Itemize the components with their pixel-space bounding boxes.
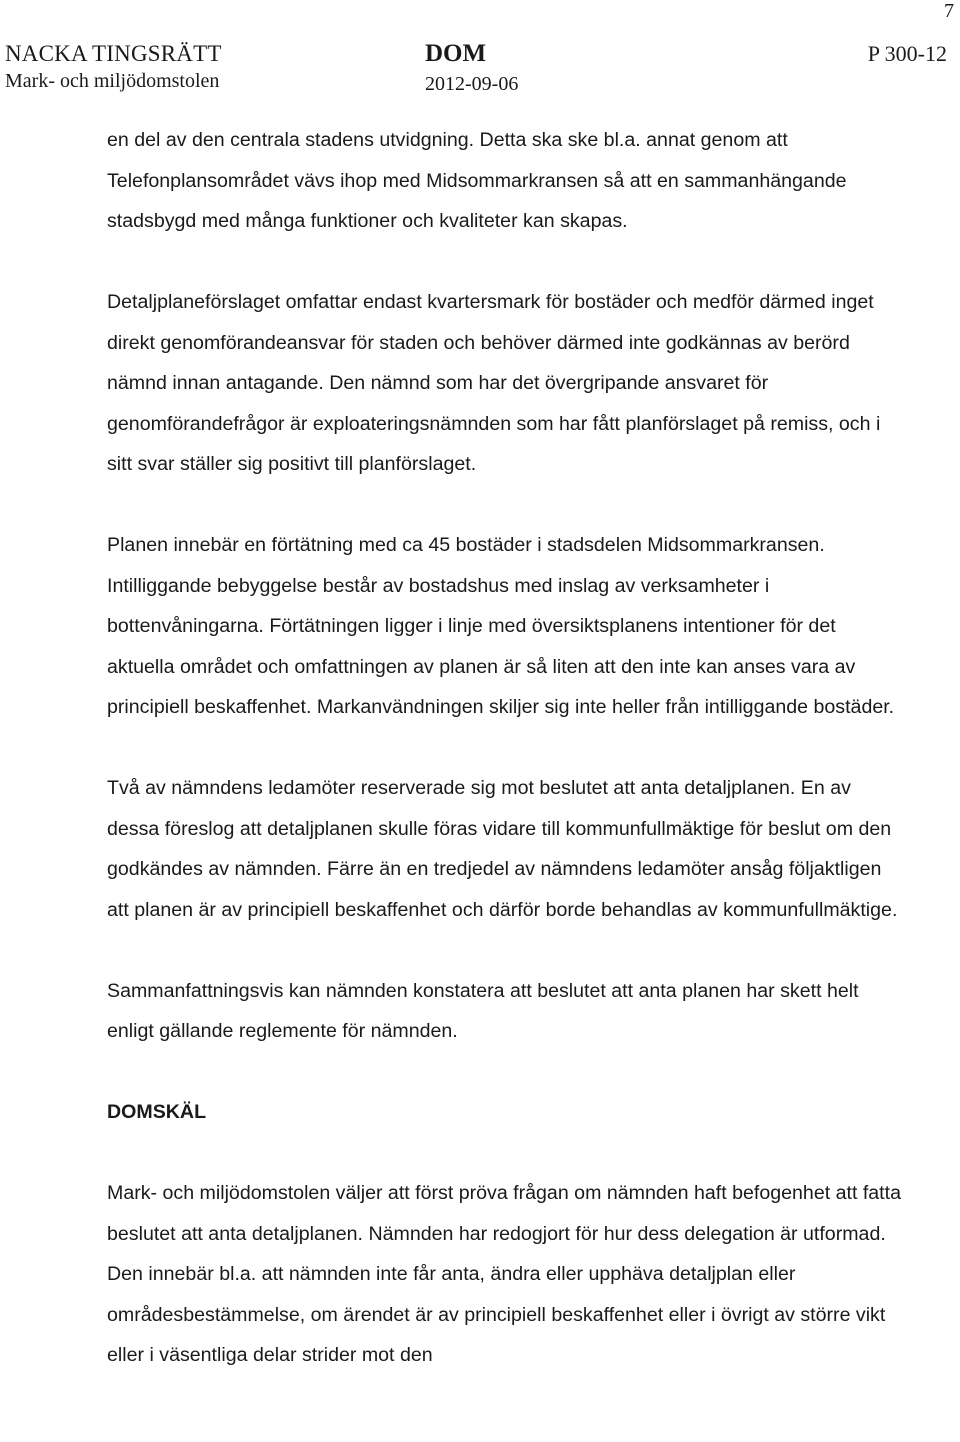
paragraph-4: Två av nämndens ledamöter reserverade sig mot beslutet att anta detaljplanen. En av dessa föreslog att detaljplanen skulle föras vidare till kommunfullmäktige för beslut om den godkändes av nämnden. Färre än en tredjedel av nämndens ledamöter ansåg följaktligen att planen är av principiell beskaffenhet och därför borde behandlas av kommunfullmäktige. bbox=[107, 777, 898, 921]
paragraph-2: Detaljplaneförslaget omfattar endast kvartersmark för bostäder och medför därmed inget direkt genomförandeansvar för staden och behöver därmed inte godkännas av berörd nämnd innan antagande. Den nämnd som har det övergripande ansvaret för genomförandefrågor är exploateringsnämnden som har fått planförslaget på remiss, och i sitt svar ställer sig positivt till planförslaget. bbox=[107, 291, 881, 475]
document-type: DOM bbox=[425, 40, 487, 67]
document-date: 2012-09-06 bbox=[425, 73, 519, 95]
paragraph-5: Sammanfattningsvis kan nämnden konstatera att beslutet att anta planen har skett helt enligt gällande reglemente för nämnden. bbox=[107, 979, 859, 1042]
court-division: Mark- och miljödomstolen bbox=[5, 70, 220, 92]
section-heading: DOMSKÄL bbox=[107, 1101, 207, 1123]
document-body bbox=[107, 120, 907, 1416]
page-number: 7 bbox=[944, 0, 954, 22]
section-paragraph: Mark- och miljödomstolen väljer att först pröva frågan om nämnden haft befogenhet att fatta beslutet att anta detaljplanen. Nämnden har redogjort för hur dess delegation är utformad. Den innebär bl.a. att nämnden inte får anta, ändra eller upphäva detaljplan eller områdesbestämmelse, om ärendet är av principiell beskaffenhet eller i övrigt av större vikt eller i väsentliga delar strider mot den bbox=[107, 1182, 901, 1366]
document-header bbox=[5, 40, 947, 102]
paragraph-1: en del av den centrala stadens utvidgning. Detta ska ske bl.a. annat genom att Telefonplansområdet vävs ihop med Midsommarkransen så att en sammanhängande stadsbygd med många funktioner och kvaliteter kan skapas. bbox=[107, 129, 847, 232]
court-block bbox=[5, 40, 222, 94]
case-number: P 300-12 bbox=[867, 41, 947, 66]
paragraph-3: Planen innebär en förtätning med ca 45 bostäder i stadsdelen Midsommarkransen. Intilliggande bebyggelse består av bostadshus med inslag av verksamheter i bottenvåningarna. Förtätningen ligger i linje med översiktsplanens intentioner för det aktuella området och omfattningen av planen är så liten att den inte kan anses vara av principiell beskaffenhet. Markanvändningen skiljer sig inte heller från intilliggande bostäder. bbox=[107, 534, 895, 718]
court-name: NACKA TINGSRÄTT bbox=[5, 41, 222, 66]
document-type-block bbox=[425, 40, 555, 98]
